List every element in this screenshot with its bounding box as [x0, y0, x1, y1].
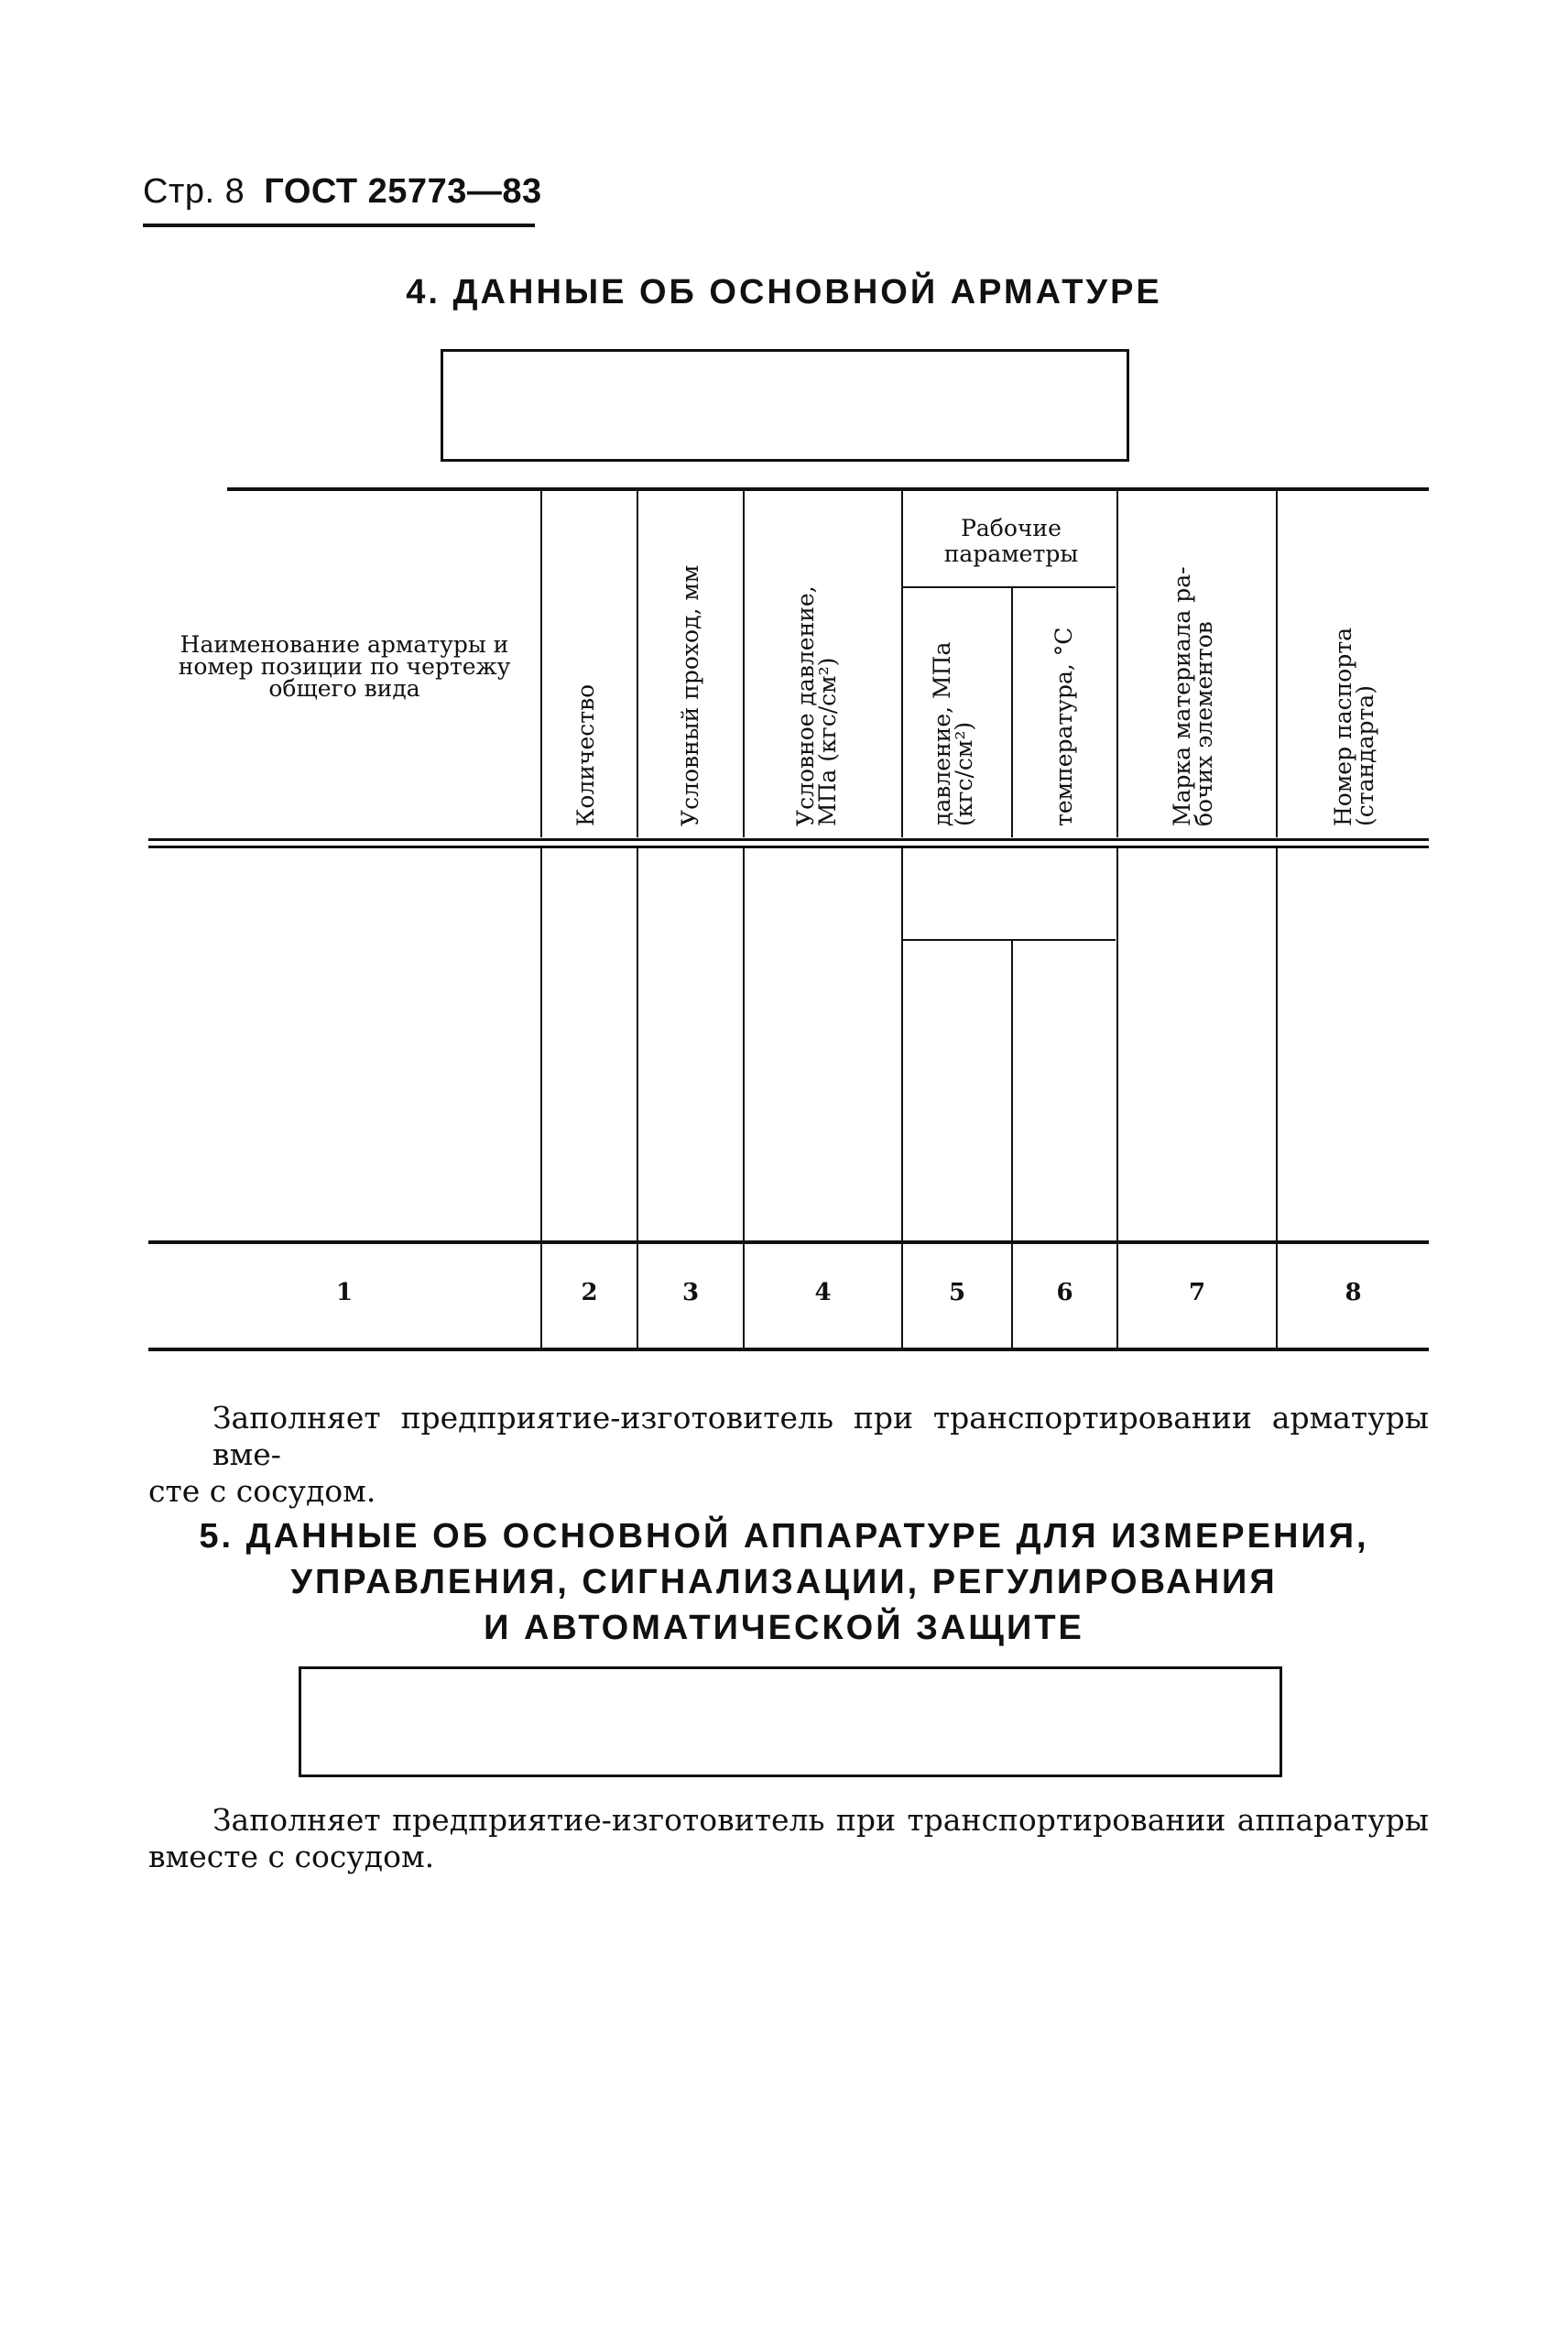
col-number: 5 [948, 1279, 966, 1306]
section-5-title [143, 1513, 1425, 1651]
standard-number: ГОСТ 25773—83 [264, 172, 542, 211]
col-header-temperature: температура, °С [1051, 627, 1077, 826]
note-line: сте с сосудом. [148, 1473, 376, 1509]
table-bottom-rule [148, 1348, 1429, 1351]
col-number: 4 [814, 1279, 832, 1306]
table-top-rule [227, 487, 1429, 491]
col-header-material-grade: Марка материала ра- бочих элементов [1169, 566, 1217, 826]
note-line: вместе с сосудом. [148, 1839, 435, 1874]
section-5-empty-frame [299, 1666, 1282, 1777]
col-divider [743, 489, 745, 837]
title-line: И АВТОМАТИЧЕСКОЙ ЗАЩИТЕ [484, 1609, 1084, 1647]
col-divider [901, 847, 903, 1240]
col-divider [637, 489, 638, 837]
note-line: Заполняет предприятие-изготовитель при транспортировании арматуры вме- [212, 1400, 1429, 1472]
col-header-name: Наименование арматуры и номер позиции по чертежу общего вида [178, 631, 511, 702]
col-number: 8 [1345, 1279, 1362, 1306]
col-divider [1011, 588, 1013, 837]
title-line: 5. ДАННЫЕ ОБ ОСНОВНОЙ АППАРАТУРЕ ДЛЯ ИЗМЕРЕНИЯ, [199, 1517, 1369, 1556]
col-divider [743, 847, 745, 1240]
col-divider [540, 489, 542, 837]
col-divider [1116, 489, 1118, 837]
col-number: 3 [681, 1279, 700, 1306]
col-number: 7 [1188, 1279, 1206, 1306]
col-divider [637, 847, 638, 1240]
col-number: 6 [1056, 1279, 1073, 1306]
numbers-top-rule [148, 1240, 1429, 1244]
col-divider [1276, 847, 1278, 1240]
col-group-working-params: Рабочие параметры [943, 515, 1079, 567]
group-rule [903, 586, 1116, 588]
section-4-note [148, 1400, 1429, 1510]
title-line: УПРАВЛЕНИЯ, СИГНАЛИЗАЦИИ, РЕГУЛИРОВАНИЯ [290, 1563, 1278, 1601]
col-divider [540, 847, 542, 1240]
body-sub-rule [903, 939, 1116, 941]
page-number: Стр. 8 [143, 172, 245, 211]
col-header-working-pressure: давление, МПа (кгс/см²) [929, 641, 977, 826]
col-number: 2 [581, 1279, 598, 1306]
col-number: 1 [335, 1279, 354, 1306]
col-divider [901, 489, 903, 837]
col-header-nominal-bore: Условный проход, мм [677, 564, 703, 826]
col-divider [1116, 847, 1118, 1240]
note-line: Заполняет предприятие-изготовитель при транспортировании аппаратуры [212, 1802, 1429, 1838]
col-header-quantity: Количество [572, 683, 599, 826]
col-header-passport-number: Номер паспорта (стандарта) [1330, 627, 1378, 826]
col-header-nominal-pressure: Условное давление, МПа (кгс/см²) [792, 585, 841, 826]
col-divider [1011, 941, 1013, 1240]
section-4-title: 4. ДАННЫЕ ОБ ОСНОВНОЙ АРМАТУРЕ [406, 273, 1162, 311]
header-double-rule [148, 838, 1429, 848]
section-5-note [148, 1802, 1429, 1875]
col-divider [1276, 489, 1278, 837]
